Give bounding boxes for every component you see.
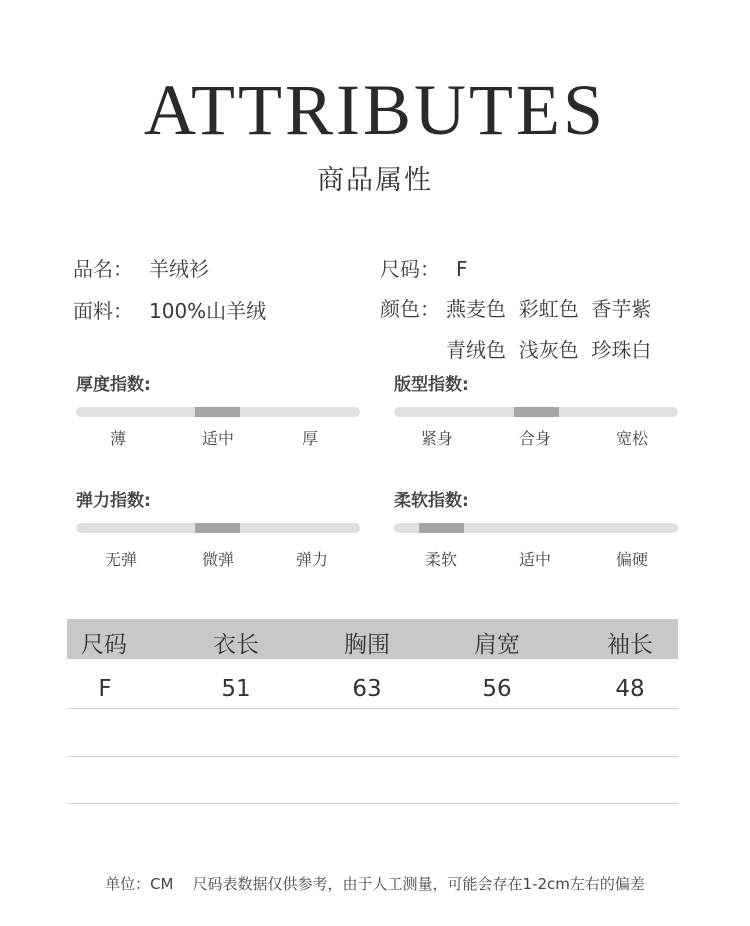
index-thickness-tick: 薄 [109,429,126,448]
attr-colors-label: 颜色： [380,297,440,321]
index-elasticity-title: 弹力指数: [76,491,151,511]
measurement-note: 单位：CM 尺码表数据仅供参考，由于人工测量，可能会存在1-2cm左右的偏差 [105,875,645,893]
index-thickness-track [76,407,360,417]
index-softness-marker [419,523,464,533]
page-title: ATTRIBUTES [144,70,606,150]
table-row-divider [67,803,678,804]
index-elasticity-tick: 弹力 [295,550,328,569]
size-table-header-cell: 肩宽 [474,632,520,658]
size-table-cell: 48 [615,676,645,702]
index-fit-tick: 宽松 [615,429,648,448]
index-elasticity-tick: 无弹 [104,550,137,569]
attr-colors-line1: 燕麦色 彩虹色 香芋紫 [446,297,652,321]
attr-colors-line2-row [446,334,651,363]
index-fit-track [394,407,678,417]
index-softness-title: 柔软指数: [394,491,469,511]
attr-colors [380,293,651,322]
size-table-cell: 51 [221,676,251,702]
index-thickness-marker [195,407,240,417]
index-softness-tick: 偏硬 [615,550,648,569]
index-thickness-tick: 适中 [201,429,234,448]
index-thickness-title: 厚度指数: [76,375,151,395]
attr-name-label: 品名： [73,257,133,281]
index-thickness-tick: 厚 [301,429,318,448]
attr-colors-line2: 青绒色 浅灰色 珍珠白 [446,338,652,362]
index-softness-tick: 适中 [518,550,551,569]
size-table-cell: 63 [352,676,382,702]
size-table-header-cell: 袖长 [607,632,653,658]
attr-name [73,253,209,282]
size-table-cell: 56 [482,676,512,702]
index-fit-title: 版型指数: [394,375,469,395]
attr-size-value: F [456,257,468,281]
index-elasticity-track [76,523,360,533]
size-table-cell: F [98,676,112,702]
index-elasticity-marker [195,523,240,533]
table-row-divider [67,756,678,757]
page-subtitle: 商品属性 [317,165,433,196]
index-fit-tick: 紧身 [420,429,453,448]
index-softness-track [394,523,678,533]
attr-name-value: 羊绒衫 [149,257,209,281]
size-table-header-cell: 胸围 [344,632,390,658]
size-table-header-cell: 尺码 [81,632,127,658]
attr-material-value: 100%山羊绒 [149,299,267,323]
index-fit-tick: 合身 [518,429,551,448]
attr-size-label: 尺码： [380,257,440,281]
attr-material-label: 面料： [73,299,133,323]
table-row-divider [67,708,678,709]
index-fit-marker [514,407,559,417]
attr-material [73,295,266,324]
attr-size [380,253,468,282]
size-table-header-cell: 衣长 [213,632,259,658]
index-elasticity-tick: 微弹 [201,550,234,569]
index-softness-tick: 柔软 [424,550,457,569]
